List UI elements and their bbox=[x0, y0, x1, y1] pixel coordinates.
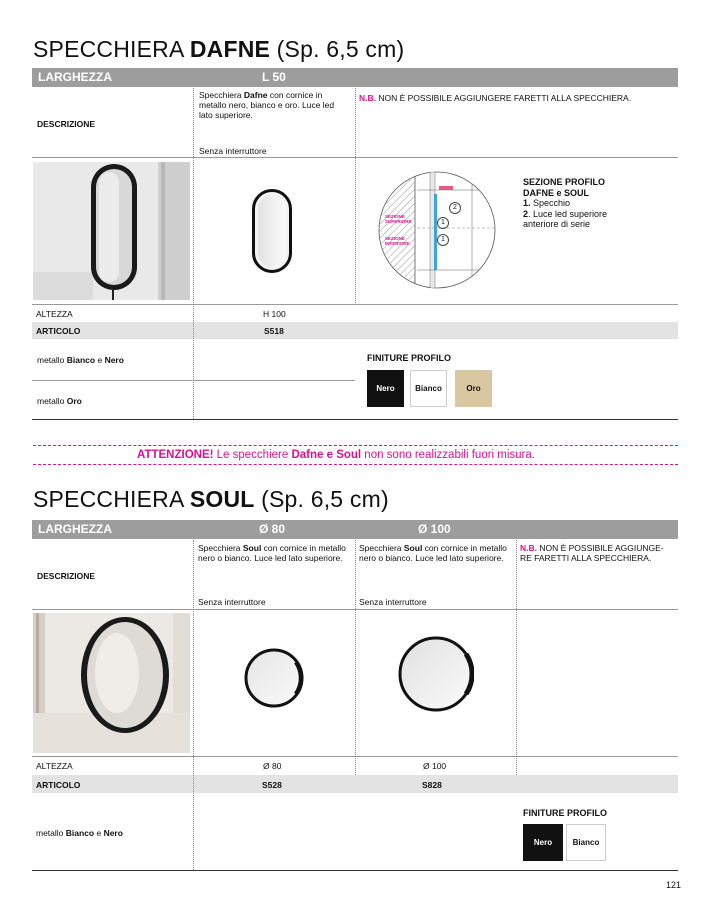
soul-articolo-80: S528 bbox=[262, 780, 282, 790]
dafne-header-bar bbox=[32, 68, 678, 87]
diagram-marker-1b: 1 bbox=[437, 234, 449, 246]
soul-vdiv-1 bbox=[193, 540, 194, 870]
dafne-swatch-bianco: Bianco bbox=[410, 370, 447, 407]
dafne-articolo-row bbox=[32, 322, 678, 339]
dafne-mirror-drawing bbox=[252, 189, 292, 278]
soul-header-80: Ø 80 bbox=[259, 522, 286, 536]
dafne-altezza-label: ALTEZZA bbox=[36, 309, 73, 319]
dafne-header-l50: L 50 bbox=[262, 70, 286, 84]
soul-altezza-label: ALTEZZA bbox=[36, 761, 73, 771]
dafne-title: SPECCHIERA DAFNE (Sp. 6,5 cm) bbox=[33, 36, 405, 62]
dafne-finish-oro: metallo Oro bbox=[37, 396, 82, 406]
soul-100-mirror-drawing bbox=[398, 636, 474, 717]
dafne-descrizione-label: DESCRIZIONE bbox=[37, 119, 96, 129]
dafne-divider-2 bbox=[32, 304, 678, 305]
attention-dash-bottom bbox=[33, 464, 678, 465]
page-number: 121 bbox=[666, 880, 682, 890]
soul-switch-80: Senza interruttore bbox=[198, 597, 266, 607]
dafne-finish-bianco-nero: metallo Bianco e Nero bbox=[37, 355, 124, 365]
dafne-finiture-title: FINITURE PROFILO bbox=[367, 353, 451, 363]
dafne-articolo-value: S518 bbox=[264, 326, 284, 336]
soul-description-80: Specchiera Soul con cornice in metallo nero o bianco. Luce led lato superiore. bbox=[198, 543, 346, 563]
soul-altezza-80: Ø 80 bbox=[263, 761, 282, 771]
diagram-upper-label: SEZIONE SUPERIORE bbox=[385, 214, 412, 224]
dafne-vdiv-2 bbox=[355, 88, 356, 303]
section-profile-diagram bbox=[377, 170, 497, 295]
soul-swatch-nero: Nero bbox=[523, 824, 563, 861]
soul-header-100: Ø 100 bbox=[418, 522, 451, 536]
soul-product-photo bbox=[33, 613, 190, 753]
diagram-lower-label: SEZIONE INFERIORE bbox=[385, 236, 410, 246]
dafne-nb: N.B. NON È POSSIBILE AGGIUNGERE FARETTI ALLA SPECCHIERA. bbox=[359, 93, 632, 103]
soul-swatch-bianco: Bianco bbox=[566, 824, 606, 861]
dafne-articolo-label: ARTICOLO bbox=[36, 326, 81, 336]
attention-dash-top bbox=[33, 445, 678, 446]
dafne-header-larghezza: LARGHEZZA bbox=[38, 70, 112, 84]
dafne-bottom-line bbox=[32, 419, 678, 420]
attention-notice: ATTENZIONE! Le specchiere Dafne e Soul non sono realizzabili fuori misura. bbox=[137, 449, 535, 461]
soul-header-bar bbox=[32, 520, 678, 539]
soul-descrizione-label: DESCRIZIONE bbox=[37, 571, 96, 581]
soul-finiture-title: FINITURE PROFILO bbox=[523, 808, 607, 818]
soul-vdiv-3 bbox=[516, 540, 517, 775]
soul-articolo-label: ARTICOLO bbox=[36, 780, 81, 790]
dafne-product-photo bbox=[33, 162, 190, 300]
soul-bottom-line bbox=[32, 870, 678, 871]
diagram-marker-2: 2 bbox=[449, 202, 461, 214]
soul-finish-bianco-nero: metallo Bianco e Nero bbox=[36, 828, 123, 838]
soul-description-100: Specchiera Soul con cornice in metallo nero o bianco. Luce led lato superiore. bbox=[359, 543, 507, 563]
soul-switch-100: Senza interruttore bbox=[359, 597, 427, 607]
dafne-swatch-oro: Oro bbox=[455, 370, 492, 407]
dafne-vdiv-1 bbox=[193, 88, 194, 419]
dafne-altezza-value: H 100 bbox=[263, 309, 286, 319]
soul-nb: N.B. NON È POSSIBILE AGGIUNGE-RE FARETTI ALLA SPECCHIERA. bbox=[520, 543, 664, 563]
soul-articolo-row bbox=[32, 775, 678, 793]
diagram-marker-1a: 1 bbox=[437, 217, 449, 229]
soul-header-larghezza: LARGHEZZA bbox=[38, 522, 112, 536]
soul-title: SPECCHIERA SOUL (Sp. 6,5 cm) bbox=[33, 486, 389, 512]
dafne-description: Specchiera Dafne con cornice in metallo nero, bianco e oro. Luce led lato superiore. bbox=[199, 90, 335, 120]
soul-80-mirror-drawing bbox=[244, 648, 304, 713]
soul-articolo-100: S828 bbox=[422, 780, 442, 790]
soul-vdiv-2 bbox=[355, 540, 356, 775]
soul-altezza-100: Ø 100 bbox=[423, 761, 447, 771]
dafne-switch-note: Senza interruttore bbox=[199, 146, 267, 156]
section-profile-text: SEZIONE PROFILO DAFNE e SOUL 1. Specchio 2. Luce led superiore anteriore di serie bbox=[523, 177, 608, 229]
dafne-swatch-nero: Nero bbox=[367, 370, 404, 407]
